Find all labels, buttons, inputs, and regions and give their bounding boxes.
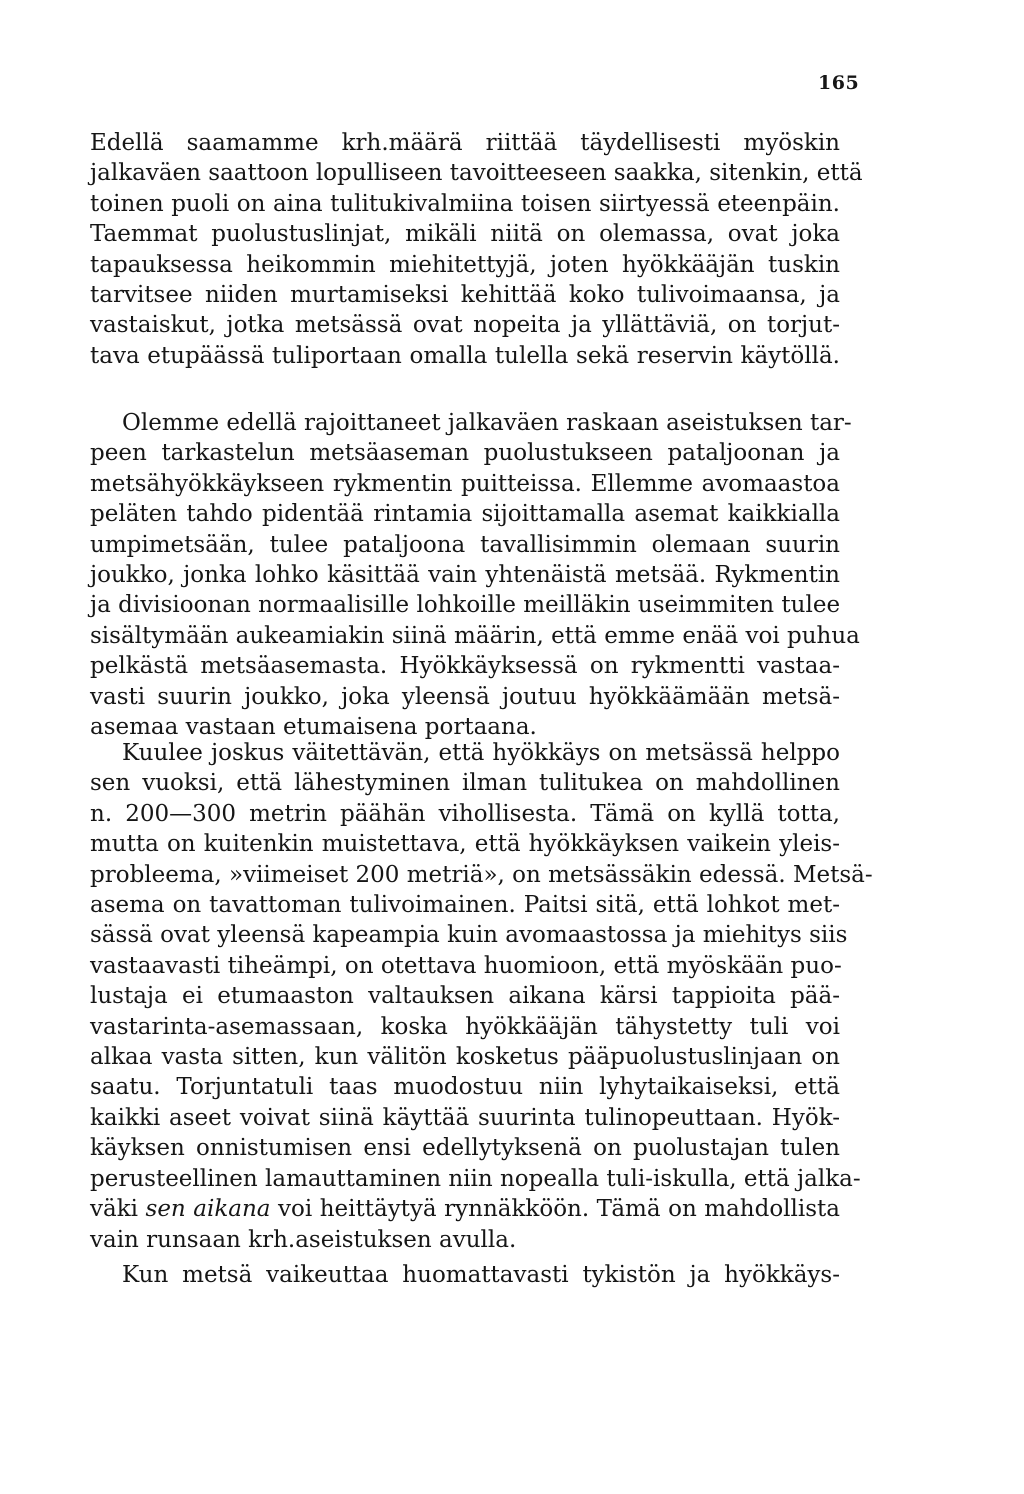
text-line: toinen puoli on aina tulitukivalmiina toisen siirtyessä eteenpäin. (90, 190, 840, 217)
text-line: vastaavasti tiheämpi, on otettava huomioon, että myöskään puo- (90, 952, 842, 979)
text-line-with-emphasis (90, 1194, 840, 1224)
text-line: peen tarkastelun metsäaseman puolustukseen pataljoonan ja (90, 440, 840, 467)
text-line: sisältymään aukeamiakin siinä määrin, että emme enää voi puhua (90, 622, 860, 649)
text-line: käyksen onnistumisen ensi edellytyksenä on puolustajan tulen (90, 1135, 840, 1162)
paragraph-3 (90, 738, 873, 1255)
text-line: mutta on kuitenkin muistettava, että hyökkäyksen vaikein yleis- (90, 831, 840, 858)
paragraph-2 (90, 408, 860, 742)
text-line: Taemmat puolustuslinjat, mikäli niitä on olemassa, ovat joka (90, 221, 840, 248)
text-line: probleema, »viimeiset 200 metriä», on metsässäkin edessä. Metsä- (90, 861, 873, 888)
text-line: joukko, jonka lohko käsittää vain yhtenäistä metsää. Rykmentin (90, 562, 840, 589)
text-line: tapauksessa heikommin miehitettyjä, joten hyökkääjän tuskin (90, 251, 840, 278)
text-line: vastarinta-asemassaan, koska hyökkääjän tähystetty tuli voi (90, 1013, 840, 1040)
text-line: pelkästä metsäasemasta. Hyökkäyksessä on rykmentti vastaa- (90, 653, 840, 680)
text-segment: väki (90, 1196, 146, 1223)
paragraph-4 (90, 1260, 840, 1290)
text-line: kaikki aseet voivat siinä käyttää suurinta tulinopeuttaan. Hyök- (90, 1104, 840, 1131)
text-line: asemaa vastaan etumaisena portaana. (90, 714, 537, 741)
text-line: Edellä saamamme krh.määrä riittää täydellisesti myöskin (90, 130, 840, 156)
text-line: Kun metsä vaikeuttaa huomattavasti tykistön ja hyökkäys- (122, 1262, 840, 1288)
text-line: Kuulee joskus väitettävän, että hyökkäys on metsässä helppo (122, 740, 840, 766)
text-line: ja divisioonan normaalisille lohkoille meilläkin useimmiten tulee (90, 592, 841, 619)
text-line: umpimetsään, tulee pataljoona tavallisimmin olemaan suurin (90, 531, 840, 558)
page-number: 165 (818, 72, 860, 94)
text-line: asema on tavattoman tulivoimainen. Paitsi sitä, että lohkot met- (90, 892, 840, 919)
text-line: vain runsaan krh.aseistuksen avulla. (90, 1226, 517, 1253)
text-line: peläten tahdo pidentää rintamia sijoittamalla asemat kaikkialla (90, 501, 840, 528)
text-line: saatu. Torjuntatuli taas muodostuu niin lyhytaikaiseksi, että (90, 1074, 840, 1101)
text-line: tarvitsee niiden murtamiseksi kehittää koko tulivoimaansa, ja (90, 282, 840, 309)
text-line: tava etupäässä tuliportaan omalla tulella sekä reservin käytöllä. (90, 342, 840, 369)
text-line: sässä ovat yleensä kapeampia kuin avomaastossa ja miehitys siis (90, 922, 848, 949)
paragraph-1 (90, 128, 863, 371)
text-line: sen vuoksi, että lähestyminen ilman tulitukea on mahdollinen (90, 770, 840, 797)
text-line: perusteellinen lamauttaminen niin nopealla tuli-iskulla, että jalka- (90, 1165, 861, 1192)
text-line: metsähyökkäykseen rykmentin puitteissa. Ellemme avomaastoa (90, 470, 840, 497)
text-line: n. 200—300 metrin päähän vihollisesta. Tämä on kyllä totta, (90, 800, 840, 827)
emphasized-text: sen aikana (145, 1196, 271, 1223)
text-line: vasti suurin joukko, joka yleensä joutuu hyökkäämään metsä- (90, 683, 840, 710)
text-line: alkaa vasta sitten, kun välitön kosketus pääpuolustuslinjaan on (90, 1044, 840, 1071)
text-segment: voi heittäytyä rynnäkköön. Tämä on mahdollista (270, 1196, 840, 1223)
text-line: vastaiskut, jotka metsässä ovat nopeita ja yllättäviä, on torjut- (90, 312, 840, 339)
text-line: jalkaväen saattoon lopulliseen tavoitteeseen saakka, sitenkin, että (90, 160, 863, 187)
text-line: Olemme edellä rajoittaneet jalkaväen raskaan aseistuksen tar- (122, 410, 852, 436)
text-line: lustaja ei etumaaston valtauksen aikana kärsi tappioita pää- (90, 983, 840, 1010)
